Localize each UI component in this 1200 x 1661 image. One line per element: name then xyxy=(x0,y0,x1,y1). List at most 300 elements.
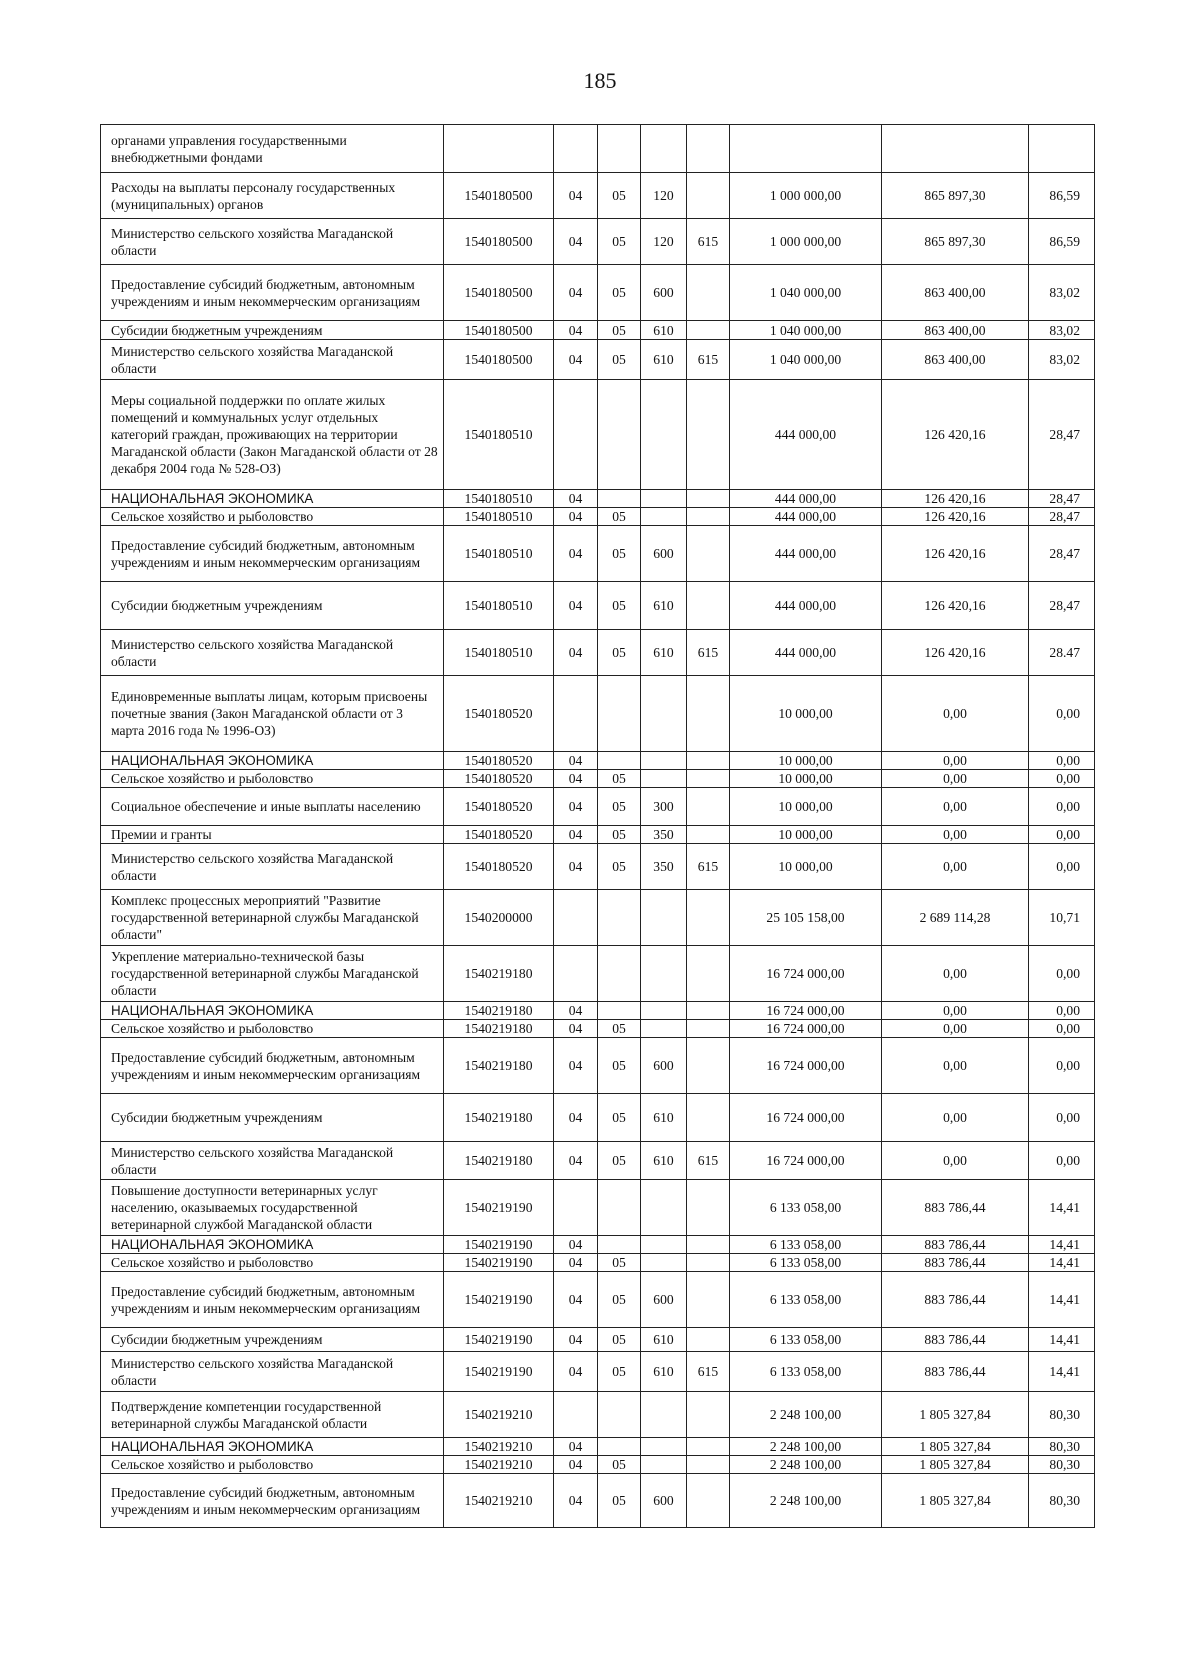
cell-planned-amount xyxy=(730,582,882,630)
cell-section-text: 04 xyxy=(568,1439,583,1454)
cell-administrator xyxy=(687,526,730,582)
cell-section xyxy=(554,526,598,582)
table-row xyxy=(101,490,1095,508)
cell-planned-amount xyxy=(730,1142,882,1180)
cell-executed-amount-text: 0,00 xyxy=(943,1153,967,1168)
cell-execution-percent xyxy=(1029,1438,1095,1456)
cell-execution-percent xyxy=(1029,1002,1095,1020)
cell-executed-amount xyxy=(882,508,1029,526)
cell-name-text: Субсидии бюджетным учреждениям xyxy=(111,1332,323,1347)
cell-execution-percent xyxy=(1029,508,1095,526)
cell-section-text: 04 xyxy=(568,1237,583,1252)
cell-planned-amount xyxy=(730,321,882,340)
cell-name xyxy=(101,1002,444,1020)
cell-executed-amount xyxy=(882,1438,1029,1456)
cell-target-article-text: 1540219190 xyxy=(464,1364,533,1379)
table-row xyxy=(101,788,1095,826)
cell-subsection xyxy=(598,826,641,844)
cell-target-article-text: 1540180520 xyxy=(464,706,533,721)
cell-planned-amount xyxy=(730,508,882,526)
cell-planned-amount xyxy=(730,676,882,752)
cell-target-article xyxy=(444,582,554,630)
cell-expense-type-text: 610 xyxy=(653,1332,674,1347)
cell-execution-percent-text: 0,00 xyxy=(1056,1021,1080,1036)
cell-planned-amount xyxy=(730,1474,882,1528)
cell-executed-amount-text: 0,00 xyxy=(943,859,967,874)
cell-planned-amount xyxy=(730,1456,882,1474)
cell-expense-type-text: 600 xyxy=(653,1058,674,1073)
cell-execution-percent xyxy=(1029,676,1095,752)
cell-executed-amount xyxy=(882,1254,1029,1272)
cell-name-text: Расходы на выплаты персоналу государственных (муниципальных) органов xyxy=(111,179,396,212)
cell-name xyxy=(101,1392,444,1438)
cell-name xyxy=(101,676,444,752)
cell-expense-type xyxy=(641,1038,687,1094)
cell-planned-amount xyxy=(730,1236,882,1254)
cell-section-text: 04 xyxy=(568,491,583,506)
cell-target-article xyxy=(444,219,554,265)
table-row xyxy=(101,1038,1095,1094)
cell-section xyxy=(554,340,598,380)
cell-section xyxy=(554,1392,598,1438)
cell-target-article xyxy=(444,173,554,219)
cell-executed-amount xyxy=(882,490,1029,508)
cell-target-article-text: 1540180520 xyxy=(464,771,533,786)
cell-execution-percent-text: 14,41 xyxy=(1049,1255,1080,1270)
cell-target-article-text: 1540219180 xyxy=(464,966,533,981)
cell-target-article xyxy=(444,1272,554,1328)
cell-expense-type xyxy=(641,946,687,1002)
cell-section xyxy=(554,1254,598,1272)
cell-execution-percent xyxy=(1029,125,1095,173)
cell-target-article xyxy=(444,490,554,508)
cell-name xyxy=(101,890,444,946)
cell-planned-amount xyxy=(730,1094,882,1142)
cell-subsection xyxy=(598,508,641,526)
cell-execution-percent xyxy=(1029,1474,1095,1528)
cell-administrator xyxy=(687,265,730,321)
cell-section xyxy=(554,826,598,844)
cell-section xyxy=(554,1352,598,1392)
cell-name-text: НАЦИОНАЛЬНАЯ ЭКОНОМИКА xyxy=(111,1003,314,1018)
cell-name-text: Единовременные выплаты лицам, которым присвоены почетные звания (Закон Магаданской области от 3 марта 2016 года № 1996-ОЗ) xyxy=(111,689,428,738)
cell-name-text: Подтверждение компетенции государственной ветеринарной службы Магаданской области xyxy=(111,1398,382,1431)
cell-subsection-text: 05 xyxy=(612,546,626,561)
cell-section-text: 04 xyxy=(568,1364,583,1379)
cell-section xyxy=(554,676,598,752)
cell-planned-amount xyxy=(730,265,882,321)
cell-planned-amount-text: 2 248 100,00 xyxy=(769,1493,842,1508)
cell-target-article-text: 1540180520 xyxy=(464,859,533,874)
cell-administrator xyxy=(687,1020,730,1038)
cell-administrator xyxy=(687,1392,730,1438)
cell-target-article-text: 1540219180 xyxy=(464,1110,533,1125)
cell-subsection xyxy=(598,1020,641,1038)
cell-name xyxy=(101,1254,444,1272)
cell-executed-amount-text: 1 805 327,84 xyxy=(919,1407,991,1422)
cell-executed-amount xyxy=(882,1142,1029,1180)
cell-target-article-text: 1540180500 xyxy=(464,285,533,300)
table-row xyxy=(101,321,1095,340)
cell-execution-percent-text: 28.47 xyxy=(1049,645,1080,660)
cell-administrator xyxy=(687,1456,730,1474)
cell-executed-amount-text: 883 786,44 xyxy=(924,1332,986,1347)
cell-subsection xyxy=(598,1180,641,1236)
cell-executed-amount xyxy=(882,173,1029,219)
cell-subsection xyxy=(598,340,641,380)
cell-executed-amount-text: 126 420,16 xyxy=(924,491,986,506)
cell-planned-amount xyxy=(730,752,882,770)
cell-expense-type xyxy=(641,508,687,526)
cell-expense-type xyxy=(641,490,687,508)
table-row xyxy=(101,508,1095,526)
cell-section-text: 04 xyxy=(568,598,583,613)
cell-expense-type xyxy=(641,630,687,676)
cell-executed-amount xyxy=(882,340,1029,380)
cell-planned-amount-text: 16 724 000,00 xyxy=(766,1021,845,1036)
cell-executed-amount-text: 0,00 xyxy=(943,753,967,768)
cell-administrator xyxy=(687,490,730,508)
cell-target-article xyxy=(444,1180,554,1236)
cell-administrator xyxy=(687,1236,730,1254)
cell-target-article-text: 1540180510 xyxy=(464,546,533,561)
cell-name-text: Повышение доступности ветеринарных услуг населению, оказываемых государственной ветеринарной службой Магаданской области xyxy=(111,1183,378,1232)
cell-expense-type xyxy=(641,1002,687,1020)
cell-planned-amount-text: 444 000,00 xyxy=(774,509,837,524)
cell-section xyxy=(554,380,598,490)
cell-expense-type-text: 350 xyxy=(653,827,674,842)
cell-expense-type xyxy=(641,1254,687,1272)
cell-name-text: НАЦИОНАЛЬНАЯ ЭКОНОМИКА xyxy=(111,1439,314,1454)
cell-planned-amount xyxy=(730,1038,882,1094)
cell-target-article xyxy=(444,340,554,380)
cell-section-text: 04 xyxy=(568,1058,583,1073)
cell-name-text: Сельское хозяйство и рыболовство xyxy=(111,1457,314,1472)
cell-planned-amount xyxy=(730,1272,882,1328)
cell-target-article xyxy=(444,1038,554,1094)
cell-administrator xyxy=(687,1254,730,1272)
cell-target-article-text: 1540180510 xyxy=(464,645,533,660)
table-row xyxy=(101,1392,1095,1438)
cell-expense-type xyxy=(641,1180,687,1236)
cell-target-article-text: 1540219190 xyxy=(464,1200,533,1215)
cell-subsection-text: 05 xyxy=(612,1021,626,1036)
table-row xyxy=(101,1438,1095,1456)
cell-section-text: 04 xyxy=(568,799,583,814)
cell-target-article-text: 1540219190 xyxy=(464,1237,533,1252)
cell-name xyxy=(101,490,444,508)
cell-executed-amount-text: 865 897,30 xyxy=(924,188,986,203)
cell-execution-percent-text: 86,59 xyxy=(1049,188,1080,203)
cell-subsection-text: 05 xyxy=(612,598,626,613)
cell-planned-amount-text: 10 000,00 xyxy=(778,706,833,721)
cell-target-article-text: 1540219210 xyxy=(464,1407,533,1422)
cell-administrator xyxy=(687,173,730,219)
cell-section xyxy=(554,788,598,826)
cell-execution-percent xyxy=(1029,321,1095,340)
cell-executed-amount-text: 883 786,44 xyxy=(924,1237,986,1252)
cell-planned-amount xyxy=(730,826,882,844)
cell-planned-amount xyxy=(730,1328,882,1352)
cell-executed-amount xyxy=(882,1474,1029,1528)
cell-execution-percent-text: 83,02 xyxy=(1049,285,1080,300)
cell-name xyxy=(101,1272,444,1328)
table-row xyxy=(101,380,1095,490)
cell-target-article-text: 1540219190 xyxy=(464,1332,533,1347)
table-row xyxy=(101,582,1095,630)
cell-administrator xyxy=(687,890,730,946)
cell-expense-type-text: 610 xyxy=(653,1153,674,1168)
cell-target-article xyxy=(444,946,554,1002)
cell-executed-amount xyxy=(882,1272,1029,1328)
cell-expense-type-text: 600 xyxy=(653,1292,674,1307)
cell-administrator xyxy=(687,582,730,630)
cell-target-article xyxy=(444,321,554,340)
budget-execution-table xyxy=(100,124,1095,1528)
cell-section xyxy=(554,1456,598,1474)
cell-expense-type xyxy=(641,1328,687,1352)
cell-expense-type xyxy=(641,219,687,265)
cell-section xyxy=(554,946,598,1002)
cell-planned-amount-text: 1 000 000,00 xyxy=(769,234,842,249)
table-row xyxy=(101,826,1095,844)
cell-name xyxy=(101,1352,444,1392)
cell-administrator xyxy=(687,946,730,1002)
cell-planned-amount-text: 6 133 058,00 xyxy=(769,1237,842,1252)
cell-administrator xyxy=(687,1094,730,1142)
cell-executed-amount xyxy=(882,219,1029,265)
cell-execution-percent-text: 0,00 xyxy=(1056,859,1080,874)
cell-planned-amount xyxy=(730,890,882,946)
cell-target-article-text: 1540219210 xyxy=(464,1493,533,1508)
cell-executed-amount xyxy=(882,1236,1029,1254)
cell-name-text: Меры социальной поддержки по оплате жилых помещений и коммунальных услуг отдельных категорий граждан, проживающих на территории Магаданской области (Закон Магаданской области от 28 декабря 2004 года № 528-ОЗ) xyxy=(111,393,438,476)
cell-target-article xyxy=(444,1456,554,1474)
cell-executed-amount xyxy=(882,788,1029,826)
cell-administrator xyxy=(687,1272,730,1328)
cell-expense-type-text: 120 xyxy=(653,188,674,203)
cell-execution-percent xyxy=(1029,1272,1095,1328)
cell-target-article-text: 1540219180 xyxy=(464,1003,533,1018)
cell-executed-amount xyxy=(882,1038,1029,1094)
cell-subsection-text: 05 xyxy=(612,1457,626,1472)
cell-execution-percent-text: 80,30 xyxy=(1049,1439,1080,1454)
cell-name-text: Министерство сельского хозяйства Магаданской области xyxy=(111,1355,394,1388)
cell-expense-type-text: 610 xyxy=(653,322,674,338)
cell-administrator xyxy=(687,1142,730,1180)
cell-execution-percent xyxy=(1029,1254,1095,1272)
cell-execution-percent xyxy=(1029,1236,1095,1254)
cell-planned-amount-text: 1 040 000,00 xyxy=(769,322,842,338)
cell-subsection xyxy=(598,219,641,265)
cell-execution-percent-text: 0,00 xyxy=(1056,1110,1080,1125)
cell-executed-amount-text: 883 786,44 xyxy=(924,1292,986,1307)
cell-executed-amount xyxy=(882,582,1029,630)
cell-planned-amount xyxy=(730,630,882,676)
cell-planned-amount-text: 6 133 058,00 xyxy=(769,1332,842,1347)
cell-planned-amount-text: 16 724 000,00 xyxy=(766,1003,845,1018)
cell-executed-amount-text: 126 420,16 xyxy=(924,509,986,524)
cell-name-text: Социальное обеспечение и иные выплаты населению xyxy=(111,799,421,814)
cell-target-article-text: 1540180520 xyxy=(464,753,533,768)
cell-expense-type xyxy=(641,788,687,826)
table-row xyxy=(101,340,1095,380)
cell-expense-type-text: 610 xyxy=(653,352,674,367)
cell-name-text: Министерство сельского хозяйства Магаданской области xyxy=(111,636,394,669)
cell-name xyxy=(101,788,444,826)
cell-target-article-text: 1540180520 xyxy=(464,827,533,842)
cell-administrator xyxy=(687,125,730,173)
table-row xyxy=(101,219,1095,265)
cell-planned-amount-text: 16 724 000,00 xyxy=(766,1110,845,1125)
cell-name xyxy=(101,380,444,490)
cell-planned-amount-text: 6 133 058,00 xyxy=(769,1364,842,1379)
cell-execution-percent xyxy=(1029,630,1095,676)
cell-subsection-text: 05 xyxy=(612,1332,626,1347)
table-row xyxy=(101,946,1095,1002)
table-body xyxy=(101,125,1095,1528)
cell-execution-percent xyxy=(1029,788,1095,826)
cell-section-text: 04 xyxy=(568,1292,583,1307)
cell-administrator-text: 615 xyxy=(697,1364,719,1379)
cell-execution-percent xyxy=(1029,946,1095,1002)
cell-execution-percent-text: 83,02 xyxy=(1049,322,1080,338)
cell-subsection-text: 05 xyxy=(612,1255,626,1270)
cell-name-text: Премии и гранты xyxy=(111,827,212,842)
cell-administrator xyxy=(687,219,730,265)
cell-expense-type xyxy=(641,1272,687,1328)
table-row xyxy=(101,844,1095,890)
cell-target-article xyxy=(444,630,554,676)
cell-name xyxy=(101,1094,444,1142)
cell-subsection-text: 05 xyxy=(612,1364,626,1379)
cell-subsection xyxy=(598,582,641,630)
cell-subsection xyxy=(598,788,641,826)
cell-target-article-text: 1540180520 xyxy=(464,799,533,814)
cell-executed-amount-text: 863 400,00 xyxy=(924,322,986,338)
cell-executed-amount-text: 0,00 xyxy=(943,799,967,814)
cell-expense-type xyxy=(641,1352,687,1392)
cell-section xyxy=(554,125,598,173)
cell-planned-amount xyxy=(730,788,882,826)
cell-executed-amount-text: 1 805 327,84 xyxy=(919,1439,991,1454)
cell-expense-type-text: 600 xyxy=(653,285,674,300)
cell-expense-type-text: 350 xyxy=(653,859,674,874)
table-row xyxy=(101,1094,1095,1142)
table-row xyxy=(101,1236,1095,1254)
cell-planned-amount-text: 16 724 000,00 xyxy=(766,1058,845,1073)
cell-section-text: 04 xyxy=(568,234,583,249)
cell-subsection xyxy=(598,844,641,890)
cell-execution-percent xyxy=(1029,1020,1095,1038)
cell-target-article-text: 1540200000 xyxy=(464,910,533,925)
cell-section-text: 04 xyxy=(568,352,583,367)
cell-planned-amount xyxy=(730,1254,882,1272)
cell-section xyxy=(554,1438,598,1456)
cell-name-text: Министерство сельского хозяйства Магаданской области xyxy=(111,850,394,883)
cell-name xyxy=(101,1236,444,1254)
cell-planned-amount-text: 6 133 058,00 xyxy=(769,1200,842,1215)
table-row xyxy=(101,1328,1095,1352)
cell-target-article-text: 1540219210 xyxy=(464,1439,533,1454)
cell-administrator xyxy=(687,1474,730,1528)
cell-executed-amount xyxy=(882,1392,1029,1438)
cell-planned-amount-text: 6 133 058,00 xyxy=(769,1255,842,1270)
cell-executed-amount-text: 883 786,44 xyxy=(924,1364,986,1379)
cell-administrator xyxy=(687,380,730,490)
cell-execution-percent xyxy=(1029,490,1095,508)
cell-target-article xyxy=(444,890,554,946)
cell-subsection xyxy=(598,1002,641,1020)
cell-target-article xyxy=(444,1474,554,1528)
cell-subsection-text: 05 xyxy=(612,1110,626,1125)
cell-planned-amount-text: 16 724 000,00 xyxy=(766,966,845,981)
cell-subsection xyxy=(598,630,641,676)
cell-expense-type xyxy=(641,1474,687,1528)
cell-target-article xyxy=(444,788,554,826)
cell-name-text: Предоставление субсидий бюджетным, автономным учреждениям и иным некоммерческим организациям xyxy=(111,1484,421,1517)
cell-executed-amount-text: 126 420,16 xyxy=(924,645,986,660)
cell-executed-amount xyxy=(882,946,1029,1002)
cell-target-article xyxy=(444,265,554,321)
cell-target-article xyxy=(444,526,554,582)
cell-execution-percent xyxy=(1029,582,1095,630)
cell-subsection-text: 05 xyxy=(612,799,626,814)
cell-subsection xyxy=(598,770,641,788)
cell-expense-type-text: 300 xyxy=(653,799,674,814)
cell-name-text: органами управления государственными внебюджетными фондами xyxy=(111,132,347,165)
cell-subsection-text: 05 xyxy=(612,1058,626,1073)
cell-planned-amount-text: 10 000,00 xyxy=(778,753,833,768)
cell-execution-percent-text: 28,47 xyxy=(1049,509,1080,524)
cell-planned-amount-text: 444 000,00 xyxy=(774,598,837,613)
cell-name-text: Субсидии бюджетным учреждениям xyxy=(111,322,323,338)
cell-subsection xyxy=(598,752,641,770)
cell-execution-percent xyxy=(1029,1094,1095,1142)
cell-section xyxy=(554,321,598,340)
table-row xyxy=(101,752,1095,770)
cell-name-text: Министерство сельского хозяйства Магаданской области xyxy=(111,225,394,258)
cell-subsection-text: 05 xyxy=(612,645,626,660)
cell-name xyxy=(101,946,444,1002)
cell-name-text: Сельское хозяйство и рыболовство xyxy=(111,771,314,786)
cell-target-article xyxy=(444,1438,554,1456)
cell-name xyxy=(101,844,444,890)
cell-subsection xyxy=(598,890,641,946)
cell-name xyxy=(101,582,444,630)
cell-expense-type xyxy=(641,1020,687,1038)
cell-expense-type xyxy=(641,826,687,844)
cell-section xyxy=(554,490,598,508)
cell-planned-amount-text: 444 000,00 xyxy=(774,491,837,506)
cell-executed-amount xyxy=(882,321,1029,340)
cell-name-text: НАЦИОНАЛЬНАЯ ЭКОНОМИКА xyxy=(111,753,314,768)
cell-name xyxy=(101,265,444,321)
cell-planned-amount xyxy=(730,219,882,265)
cell-expense-type xyxy=(641,526,687,582)
cell-name xyxy=(101,826,444,844)
cell-target-article-text: 1540219180 xyxy=(464,1058,533,1073)
cell-section xyxy=(554,1020,598,1038)
cell-name-text: Субсидии бюджетным учреждениям xyxy=(111,598,323,613)
cell-planned-amount xyxy=(730,173,882,219)
cell-execution-percent-text: 14,41 xyxy=(1049,1364,1080,1379)
cell-section xyxy=(554,1038,598,1094)
cell-expense-type xyxy=(641,1456,687,1474)
cell-executed-amount-text: 1 805 327,84 xyxy=(919,1457,991,1472)
cell-target-article-text: 1540219180 xyxy=(464,1021,533,1036)
cell-section-text: 04 xyxy=(568,1021,583,1036)
